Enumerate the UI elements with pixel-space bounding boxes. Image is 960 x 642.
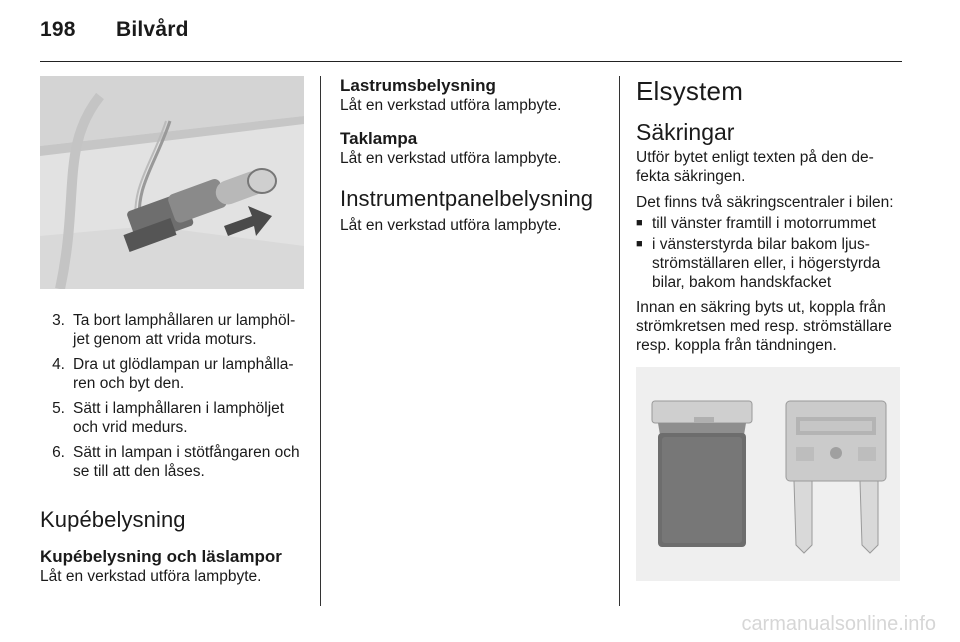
step-number: 6. (52, 444, 65, 461)
step-text: Sätt i lamphållaren i lamphöljet och vrid medurs. (73, 400, 285, 436)
left-column (40, 76, 304, 586)
bullet-icon: ■ (636, 217, 643, 229)
list-item (40, 355, 304, 393)
subsection-heading: Taklampa (340, 129, 418, 148)
list-item-text: i vänsterstyrda bilar bakom ljus-strömställaren eller, i högerstyrda bilar, bakom handskfacket (652, 236, 881, 291)
step-text: Dra ut glödlampan ur lamphålla-ren och byt den. (73, 356, 294, 392)
column-divider (320, 76, 321, 606)
section-heading: Kupébelysning (40, 507, 186, 532)
fuse-illustration (636, 367, 900, 581)
body-text: Innan en säkring byts ut, koppla från strömkretsen med resp. strömställare resp. koppla från tändningen. (636, 299, 892, 354)
step-text: Sätt in lampan i stötfångaren och se till att den låses. (73, 444, 300, 480)
list-item (40, 311, 304, 349)
lamp-holder-illustration (40, 76, 304, 289)
step-text: Ta bort lamphållaren ur lamphöl-jet genom att vrida moturs. (73, 312, 296, 348)
page-number: 198 (40, 18, 76, 41)
list-item-text: till vänster framtill i motorrummet (652, 215, 876, 232)
right-column (636, 76, 904, 581)
section-heading: Instrumentpanelbelysning (340, 186, 594, 211)
bullet-icon: ■ (636, 238, 643, 250)
fuse-location-list (636, 214, 904, 292)
middle-column (340, 76, 600, 235)
subsection-heading: Kupébelysning och läslampor (40, 547, 282, 566)
page-title: Bilvård (116, 18, 189, 41)
body-text: Låt en verkstad utföra lampbyte. (340, 217, 562, 234)
instruction-steps (40, 311, 304, 481)
watermark: carmanualsonline.info (741, 613, 936, 635)
list-item (636, 235, 904, 292)
step-number: 4. (52, 356, 65, 373)
fuse-drawing (636, 367, 900, 581)
list-item (40, 399, 304, 437)
list-item (636, 214, 904, 233)
subsection-heading: Lastrumsbelysning (340, 76, 496, 95)
header-rule (40, 61, 902, 62)
page-header (40, 18, 189, 42)
list-item (40, 443, 304, 481)
body-text: Låt en verkstad utföra lampbyte. (40, 568, 262, 585)
section-heading: Säkringar (636, 119, 735, 145)
body-text: Låt en verkstad utföra lampbyte. (340, 150, 562, 167)
column-divider (619, 76, 620, 606)
body-text: Låt en verkstad utföra lampbyte. (340, 97, 562, 114)
body-text: Det finns två säkringscentraler i bilen: (636, 194, 894, 211)
chapter-heading: Elsystem (636, 76, 744, 106)
lamp-holder-drawing (40, 76, 304, 289)
step-number: 5. (52, 400, 65, 417)
step-number: 3. (52, 312, 65, 329)
body-text: Utför bytet enligt texten på den de-fekta säkringen. (636, 149, 874, 185)
